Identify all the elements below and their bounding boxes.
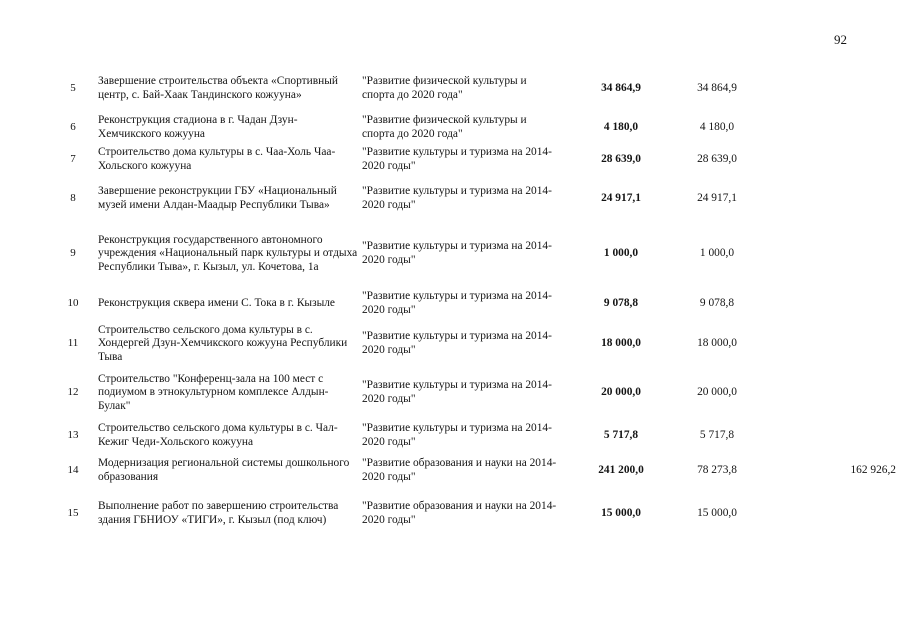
program-name: "Развитие образования и науки на 2014-2020 годы" <box>362 457 557 483</box>
program-name: "Развитие образования и науки на 2014-2020 годы" <box>362 500 557 526</box>
regional-amount <box>766 419 896 453</box>
row-number: 15 <box>67 507 79 520</box>
table-row <box>0 321 905 367</box>
row-number: 11 <box>67 337 79 350</box>
federal-amount: 28 639,0 <box>697 153 737 166</box>
row-number: 9 <box>70 247 76 260</box>
object-name: Строительство "Конференц-зала на 100 мест с подиумом в этнокультурном комплексе Алдын-Булак" <box>98 372 329 412</box>
object-name: Реконструкция стадиона в г. Чадан Дзун-Хемчикского кожууна <box>98 114 298 140</box>
object-name: Модернизация региональной системы дошкольного образования <box>98 457 350 483</box>
federal-amount: 20 000,0 <box>697 386 737 399</box>
row-number: 6 <box>70 121 76 134</box>
program-name: "Развитие культуры и туризма на 2014-2020 годы" <box>362 290 552 316</box>
table-row <box>0 489 905 539</box>
program-name: "Развитие культуры и туризма на 2014-2020 годы" <box>362 240 552 266</box>
row-number: 5 <box>70 82 76 95</box>
table-row <box>0 144 905 176</box>
regional-amount <box>766 176 896 221</box>
regional-amount <box>766 367 896 419</box>
federal-amount: 9 078,8 <box>699 297 735 310</box>
total-amount: 20 000,0 <box>601 386 641 399</box>
regional-amount <box>766 321 896 367</box>
regional-amount <box>766 144 896 176</box>
federal-amount: 78 273,8 <box>697 464 737 477</box>
table-row <box>0 453 905 489</box>
object-name: Выполнение работ по завершению строительства здания ГБНИОУ «ТИГИ», г. Кызыл (под ключ) <box>98 500 339 526</box>
regional-amount <box>766 287 896 321</box>
program-name: "Развитие культуры и туризма на 2014-2020 годы" <box>362 146 552 172</box>
row-number: 10 <box>67 297 79 310</box>
row-number: 8 <box>70 191 76 204</box>
federal-amount: 18 000,0 <box>697 337 737 350</box>
program-name: "Развитие культуры и туризма на 2014-2020 годы" <box>362 184 552 211</box>
row-number: 12 <box>67 386 79 399</box>
object-name: Завершение строительства объекта «Спортивный центр, с. Бай-Хаак Тандинского кожууна» <box>98 75 338 101</box>
total-amount: 18 000,0 <box>601 337 641 350</box>
federal-amount: 1 000,0 <box>699 247 735 260</box>
row-number: 14 <box>67 464 79 477</box>
object-name: Строительство сельского дома культуры в с. Чал-Кежиг Чеди-Хольского кожууна <box>98 422 338 448</box>
total-amount: 24 917,1 <box>601 191 641 204</box>
object-name: Реконструкция государственного автономного учреждения «Национальный парк культуры и отдыха Республики Тыва», г. Кызыл, ул. Кочетова, 1а <box>98 233 358 273</box>
total-amount: 4 180,0 <box>603 121 639 134</box>
federal-amount: 24 917,1 <box>697 191 737 204</box>
table-row <box>0 176 905 221</box>
page-number: 92 <box>834 32 847 47</box>
table-row <box>0 419 905 453</box>
regional-amount <box>766 112 896 144</box>
program-name: "Развитие физической культуры и спорта до 2020 года" <box>362 75 527 101</box>
total-amount: 15 000,0 <box>601 507 641 520</box>
regional-amount <box>766 66 896 112</box>
program-name: "Развитие культуры и туризма на 2014-2020 годы" <box>362 379 552 405</box>
row-number: 7 <box>70 153 76 166</box>
table-row <box>0 221 905 287</box>
federal-amount: 4 180,0 <box>699 121 735 134</box>
table-row <box>0 367 905 419</box>
budget-table <box>0 66 905 539</box>
federal-amount: 15 000,0 <box>697 507 737 520</box>
table-row <box>0 287 905 321</box>
object-name: Завершение реконструкции ГБУ «Национальный музей имени Алдан-Маадыр Республики Тыва» <box>98 184 337 211</box>
total-amount: 1 000,0 <box>603 247 639 260</box>
total-amount: 241 200,0 <box>598 464 644 477</box>
total-amount: 9 078,8 <box>603 297 639 310</box>
object-name: Реконструкция сквера имени С. Тока в г. Кызыле <box>98 297 335 310</box>
table-row <box>0 112 905 144</box>
table-row <box>0 66 905 112</box>
program-name: "Развитие культуры и туризма на 2014-2020 годы" <box>362 330 552 356</box>
program-name: "Развитие физической культуры и спорта до 2020 года" <box>362 114 527 140</box>
total-amount: 28 639,0 <box>601 153 641 166</box>
regional-amount <box>766 489 896 539</box>
object-name: Строительство сельского дома культуры в с. Хондергей Дзун-Хемчикского кожууна Республики Тыва <box>98 323 348 363</box>
program-name: "Развитие культуры и туризма на 2014-2020 годы" <box>362 422 552 448</box>
total-amount: 34 864,9 <box>601 82 641 95</box>
row-number: 13 <box>67 429 79 442</box>
regional-amount: 162 926,2 <box>850 464 896 477</box>
object-name: Строительство дома культуры в с. Чаа-Холь Чаа-Хольского кожууна <box>98 146 336 172</box>
total-amount: 5 717,8 <box>603 429 639 442</box>
federal-amount: 34 864,9 <box>697 82 737 95</box>
federal-amount: 5 717,8 <box>699 429 735 442</box>
regional-amount <box>766 221 896 287</box>
